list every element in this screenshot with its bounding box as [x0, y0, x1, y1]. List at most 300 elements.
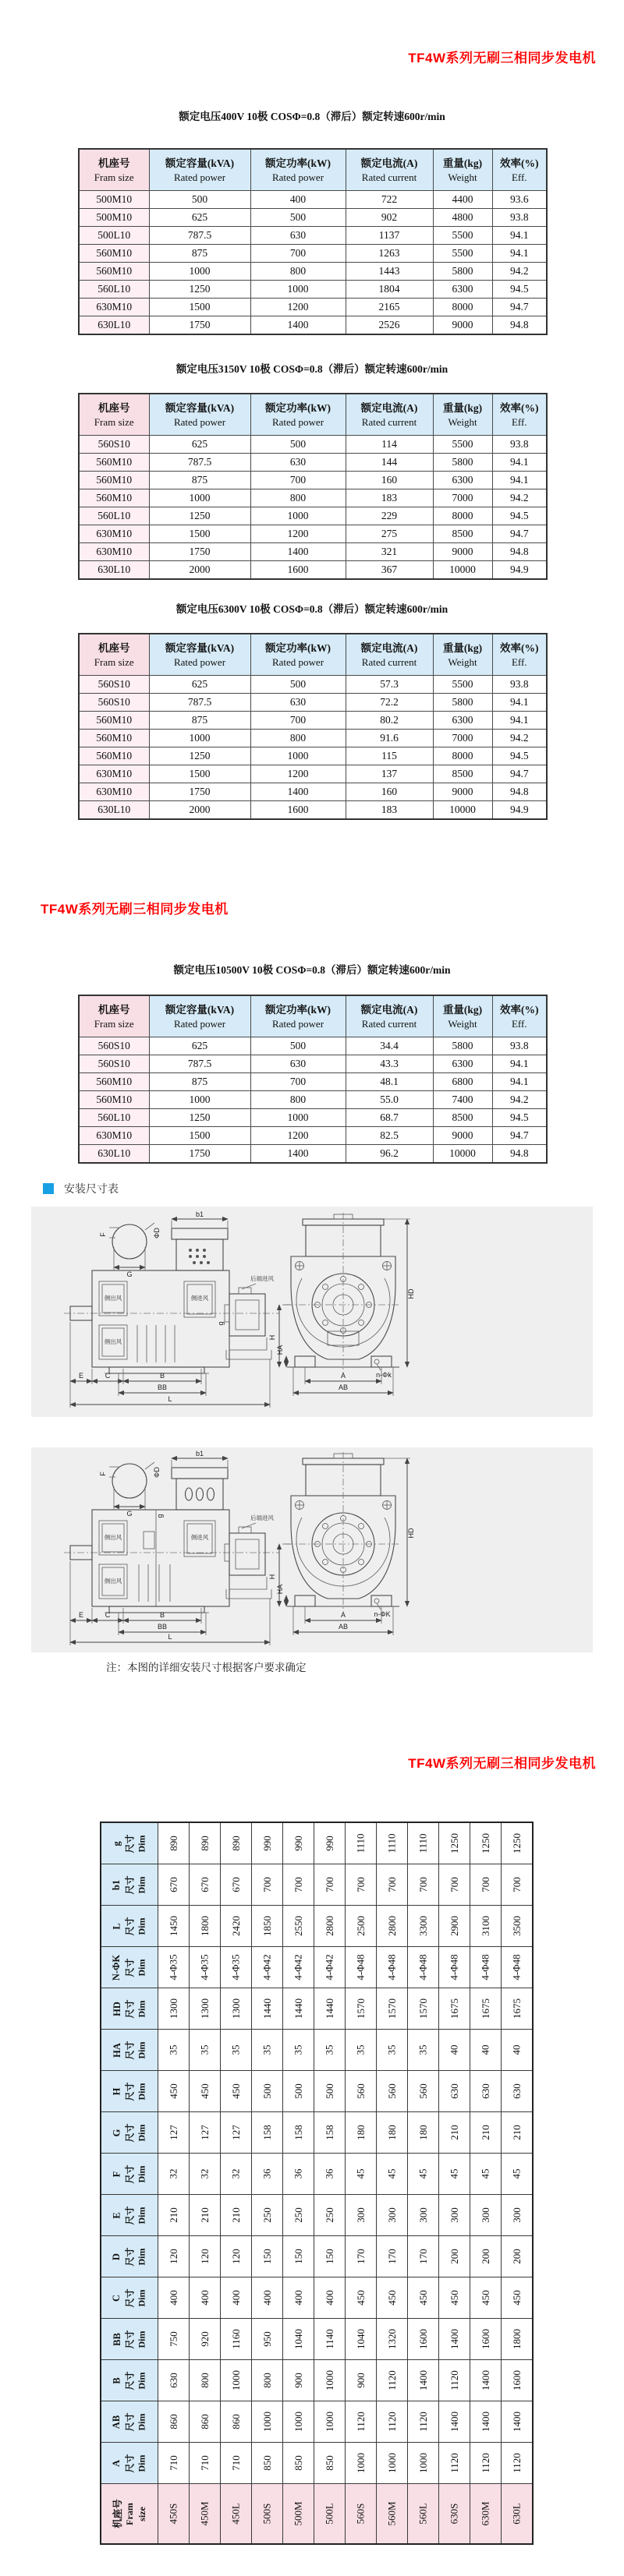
- dimension-cell: [408, 1947, 439, 1988]
- table-row: [79, 747, 547, 765]
- dimension-cell: [470, 2319, 502, 2360]
- dimension-cell: [408, 2401, 439, 2443]
- column-header-zh: 额定容量(kVA): [165, 157, 235, 170]
- table-cell: 560S10: [79, 694, 149, 712]
- rotated-text: 尺寸: [124, 2329, 136, 2349]
- table-cell: 560M10: [79, 489, 149, 507]
- table-cell: 94.9: [492, 561, 547, 580]
- column-header-zh: 机座号: [98, 157, 130, 170]
- rotated-text: 890: [198, 1836, 211, 1851]
- rotated-text: b1: [111, 1879, 122, 1890]
- table-cell: 91.6: [346, 730, 433, 747]
- table-cell: 96.2: [346, 1145, 433, 1164]
- table-cell: 1000: [250, 507, 346, 525]
- table-cell: 1137: [346, 227, 433, 245]
- dim-label-ab: AB: [338, 1623, 349, 1631]
- dimension-cell: [346, 2277, 377, 2319]
- rotated-text: 150: [261, 2249, 273, 2264]
- dimension-cell: [346, 2112, 377, 2154]
- dimension-cell: [190, 2401, 221, 2443]
- rotated-text: 1250: [448, 1833, 460, 1853]
- rotated-text: Fram: [123, 2502, 135, 2525]
- table-cell: 94.2: [492, 489, 547, 507]
- table-cell: 321: [346, 543, 433, 561]
- table-cell: 1263: [346, 245, 433, 263]
- rotated-text: L: [111, 1922, 122, 1930]
- rotated-text: 150: [323, 2249, 335, 2264]
- column-header-en: Rated power: [271, 415, 324, 428]
- dimension-cell: [221, 1906, 252, 1947]
- rotated-text: 450: [229, 2083, 242, 2099]
- dim-label-l: L: [168, 1633, 172, 1641]
- table-cell: 43.3: [346, 1055, 433, 1073]
- dim-label-n-phik: n-Φk: [376, 1371, 392, 1379]
- column-header-zh: 额定容量(kVA): [165, 1004, 235, 1016]
- page-title-bottom: TF4W系列无刷三相同步发电机: [408, 1756, 596, 1771]
- table-row: [79, 676, 547, 694]
- dimension-cell: [439, 2030, 470, 2071]
- dimension-cell: [221, 2277, 252, 2319]
- table-row: [79, 281, 547, 299]
- rotated-text: 尺寸: [124, 2246, 136, 2267]
- rotated-text: 4-Φ35: [229, 1954, 242, 1981]
- table-cell: 500M10: [79, 209, 149, 227]
- rotated-text: 1300: [198, 1998, 211, 2019]
- dimension-cell: [221, 1864, 252, 1906]
- frame-size-cell: [470, 2484, 502, 2545]
- table-cell: 1200: [250, 1127, 346, 1145]
- dim-label-phid: ΦD: [153, 1228, 161, 1239]
- table-cell: 560L10: [79, 507, 149, 525]
- column-header: [79, 995, 149, 1037]
- rotated-text: 180: [417, 2125, 429, 2140]
- column-header-zh: 机座号: [98, 1004, 130, 1016]
- dimension-cell: [221, 2112, 252, 2154]
- rotated-text: 1000: [229, 2370, 242, 2390]
- rotated-text: 450: [198, 2083, 211, 2099]
- table-cell: 68.7: [346, 1109, 433, 1127]
- table-cell: 5500: [433, 436, 492, 454]
- table-cell: 94.2: [492, 1091, 547, 1109]
- table-cell: 787.5: [149, 694, 250, 712]
- dimension-cell: [346, 1906, 377, 1947]
- rotated-text: 450M: [198, 2501, 211, 2526]
- dimension-cell: [470, 1822, 502, 1864]
- column-header: [250, 634, 346, 676]
- table-cell: 500: [149, 191, 250, 209]
- column-header: [492, 149, 547, 191]
- dimension-cell: [439, 2277, 470, 2319]
- rotated-text: 300: [417, 2207, 429, 2223]
- rotated-text: 300: [510, 2207, 523, 2223]
- table-cell: 700: [250, 712, 346, 730]
- dimension-row-header: [101, 1988, 158, 2030]
- rotated-text: 860: [198, 2414, 211, 2429]
- rotated-text: 尺寸: [124, 1998, 136, 2019]
- label-rear-air-in: 后端进风: [250, 1275, 274, 1282]
- rotated-text: 210: [167, 2207, 179, 2223]
- column-header-en: Rated power: [173, 1017, 226, 1030]
- dimension-cell: [252, 2236, 283, 2277]
- table-cell: 6300: [433, 281, 492, 299]
- header-text-column: [136, 2083, 148, 2100]
- dim-label-f: F: [99, 1472, 107, 1476]
- dimension-row-header: [101, 1947, 158, 1988]
- rotated-text: 210: [448, 2125, 460, 2140]
- dimension-cell: [439, 2112, 470, 2154]
- table-cell: 9000: [433, 543, 492, 561]
- dimension-cell: [502, 2277, 534, 2319]
- column-header-en: Rated power: [271, 171, 324, 183]
- rotated-text: 990: [292, 1836, 304, 1851]
- column-header: [346, 634, 433, 676]
- rotated-text: 1600: [417, 2329, 429, 2349]
- rotated-text: 1400: [479, 2370, 491, 2390]
- frame-size-cell: [346, 2484, 377, 2545]
- dim-label-c: C: [105, 1372, 111, 1380]
- table-row: [79, 1037, 547, 1055]
- rotated-text: AB: [111, 2415, 122, 2429]
- column-header-en: Fram size: [94, 1017, 134, 1030]
- table-cell: 1500: [149, 1127, 250, 1145]
- label-side-air-out-lower: 侧出风: [104, 1338, 122, 1345]
- table-cell: 94.5: [492, 507, 547, 525]
- rotated-text: 560L: [417, 2503, 429, 2525]
- header-text-column: [111, 2210, 123, 2221]
- rotated-text: 3100: [479, 1916, 491, 1936]
- table-cell: 902: [346, 209, 433, 227]
- header-text-column: [123, 2502, 136, 2525]
- rotated-text: 630M: [479, 2501, 491, 2526]
- dimension-cell: [283, 1906, 314, 1947]
- header-text-column: [123, 1957, 136, 1977]
- dimension-row: [101, 2360, 533, 2401]
- dimension-cell: [377, 2112, 408, 2154]
- dimension-cell: [252, 2401, 283, 2443]
- dimension-cell: [190, 2112, 221, 2154]
- header-text-column: [136, 2000, 148, 2017]
- rotated-text: 3500: [510, 1916, 523, 1936]
- dimension-cell: [158, 2071, 190, 2112]
- table-cell: 1000: [149, 263, 250, 281]
- dimension-cell: [502, 2236, 534, 2277]
- column-header-zh: 额定功率(kW): [265, 642, 331, 655]
- dimension-cell: [408, 2112, 439, 2154]
- table-cell: 1400: [250, 783, 346, 801]
- table-cell: 560M10: [79, 472, 149, 489]
- table-cell: 500: [250, 676, 346, 694]
- subtitle-3150v: 额定电压3150V 10极 COSΦ=0.8（滞后）额定转速600r/min: [176, 363, 448, 375]
- rotated-text: 630: [479, 2083, 491, 2099]
- rotated-text: 45: [385, 2168, 398, 2179]
- rotated-text: 450: [354, 2290, 367, 2306]
- table-cell: 1000: [149, 730, 250, 747]
- rotated-text: Dim: [136, 2413, 147, 2430]
- rating-table-400v: [78, 148, 548, 335]
- rotated-text: 158: [292, 2125, 304, 2140]
- dimension-cell: [439, 2319, 470, 2360]
- frame-size-header: [101, 2484, 158, 2545]
- dimension-cell: [158, 2030, 190, 2071]
- table-row: [79, 209, 547, 227]
- table-cell: 93.8: [492, 209, 547, 227]
- column-header-zh: 重量(kg): [442, 402, 483, 415]
- dimension-row: [101, 2236, 533, 2277]
- table-row: [79, 299, 547, 316]
- rotated-text: 120: [229, 2249, 242, 2264]
- rotated-text: 990: [261, 1836, 273, 1851]
- rotated-text: Dim: [136, 1917, 147, 1935]
- table-cell: 94.7: [492, 525, 547, 543]
- table-row: [79, 316, 547, 335]
- header-text-column: [111, 1838, 123, 1850]
- table-row: [79, 1073, 547, 1091]
- table-cell: 1200: [250, 765, 346, 783]
- dimension-cell: [439, 2443, 470, 2484]
- dimension-cell: [408, 2319, 439, 2360]
- rotated-text: 920: [198, 2331, 211, 2347]
- rotated-text: 450: [385, 2290, 398, 2306]
- header-text-column: [123, 2164, 136, 2184]
- table-cell: 94.8: [492, 543, 547, 561]
- table-cell: 1200: [250, 299, 346, 316]
- rotated-text: 120: [167, 2249, 179, 2264]
- rotated-text: 450S: [167, 2503, 179, 2525]
- dimension-cell: [502, 2319, 534, 2360]
- column-header-zh: 额定功率(kW): [265, 157, 331, 170]
- dimension-cell: [190, 1988, 221, 2030]
- table-cell: 500: [250, 1037, 346, 1055]
- table-cell: 625: [149, 676, 250, 694]
- header-text-column: [136, 2165, 148, 2182]
- dimension-cell: [283, 1947, 314, 1988]
- table-cell: 1250: [149, 507, 250, 525]
- table-cell: 700: [250, 245, 346, 263]
- rotated-text: 1040: [292, 2329, 304, 2349]
- installation-drawing-2: [31, 1447, 593, 1652]
- table-cell: 275: [346, 525, 433, 543]
- rotated-text: E: [111, 2211, 122, 2219]
- subtitle-400v: 额定电压400V 10极 COSΦ=0.8（滞后）额定转速600r/min: [179, 111, 445, 122]
- table-cell: 10000: [433, 1145, 492, 1164]
- dim-label-f: F: [99, 1232, 107, 1237]
- table-cell: 5800: [433, 454, 492, 472]
- dimension-cell: [314, 2401, 346, 2443]
- dim-label-h: H: [268, 1574, 276, 1580]
- table-cell: 560S10: [79, 1055, 149, 1073]
- rotated-text: 210: [510, 2125, 523, 2140]
- table-cell: 93.8: [492, 676, 547, 694]
- table-cell: 5500: [433, 227, 492, 245]
- dimension-row: [101, 2030, 533, 2071]
- rotated-text: 45: [417, 2168, 429, 2179]
- column-header: [346, 149, 433, 191]
- rotated-text: 700: [292, 1877, 304, 1892]
- table-cell: 1750: [149, 543, 250, 561]
- table-cell: 94.2: [492, 730, 547, 747]
- table-cell: 8500: [433, 765, 492, 783]
- table-cell: 700: [250, 472, 346, 489]
- table-cell: 875: [149, 245, 250, 263]
- dimension-cell: [439, 1947, 470, 1988]
- table-cell: 1000: [250, 1109, 346, 1127]
- column-header: [149, 634, 250, 676]
- rotated-text: 尺寸: [124, 2122, 136, 2143]
- dimension-cell: [158, 2277, 190, 2319]
- rotated-text: 尺寸: [124, 2205, 136, 2225]
- rotated-text: 1110: [417, 1833, 429, 1853]
- table-cell: 1250: [149, 1109, 250, 1127]
- section-label: 安装尺寸表: [64, 1182, 119, 1195]
- dimension-cell: [408, 1822, 439, 1864]
- dimension-cell: [439, 2360, 470, 2401]
- rotated-text: 250: [323, 2207, 335, 2223]
- table-cell: 94.5: [492, 747, 547, 765]
- header-text-column: [123, 1998, 136, 2019]
- table-cell: 560M10: [79, 245, 149, 263]
- table-cell: 5800: [433, 1037, 492, 1055]
- section-bullet-icon: [43, 1183, 54, 1194]
- dimension-cell: [346, 1947, 377, 1988]
- dimension-row: [101, 1864, 533, 1906]
- rotated-text: 670: [198, 1877, 211, 1892]
- table-cell: 10000: [433, 801, 492, 820]
- table-cell: 560S10: [79, 1037, 149, 1055]
- rotated-text: 400: [323, 2290, 335, 2306]
- rotated-text: 尺寸: [124, 1875, 136, 1895]
- rotated-text: 180: [354, 2125, 367, 2140]
- rotated-text: 700: [261, 1877, 273, 1892]
- rotated-text: Dim: [136, 2041, 147, 2058]
- rotated-text: 560M: [385, 2501, 398, 2526]
- table-cell: 875: [149, 712, 250, 730]
- header-text-column: [111, 2168, 123, 2180]
- rotated-text: 450: [417, 2290, 429, 2306]
- dimension-cell: [221, 2360, 252, 2401]
- dim-label-n-phik: n-ΦK: [374, 1610, 391, 1618]
- dimension-row: [101, 2154, 533, 2195]
- table-cell: 1750: [149, 1145, 250, 1164]
- frame-size-cell: [221, 2484, 252, 2545]
- rotated-text: 40: [448, 2044, 460, 2055]
- dimension-cell: [439, 1906, 470, 1947]
- header-text-column: [123, 1833, 136, 1853]
- dim-label-bb: BB: [157, 1383, 168, 1391]
- dimension-cell: [252, 2030, 283, 2071]
- table-cell: 560L10: [79, 1109, 149, 1127]
- column-header-zh: 重量(kg): [442, 157, 483, 170]
- dimension-cell: [190, 2071, 221, 2112]
- rating-table-3150v: [78, 393, 548, 580]
- dimension-cell: [502, 2401, 534, 2443]
- dimension-cell: [408, 1864, 439, 1906]
- installation-drawing-panel-1: [31, 1207, 593, 1417]
- table-cell: 787.5: [149, 1055, 250, 1073]
- header-text-column: [136, 2207, 148, 2224]
- dimension-cell: [502, 2071, 534, 2112]
- rotated-text: 700: [417, 1877, 429, 1892]
- dim-label-g-keyway: G: [126, 1510, 133, 1518]
- rotated-text: A: [111, 2459, 122, 2467]
- column-header-zh: 额定功率(kW): [265, 402, 331, 415]
- rotated-text: 尺寸: [124, 2164, 136, 2184]
- dimension-cell: [314, 1822, 346, 1864]
- table-cell: 5500: [433, 245, 492, 263]
- rotated-text: 35: [167, 2044, 179, 2055]
- dimension-cell: [470, 2360, 502, 2401]
- frame-size-cell: [158, 2484, 190, 2545]
- dimension-row: [101, 2112, 533, 2154]
- dimension-cell: [377, 2401, 408, 2443]
- table-cell: 630M10: [79, 525, 149, 543]
- table-cell: 1600: [250, 561, 346, 580]
- dimension-cell: [377, 1822, 408, 1864]
- rotated-text: 1600: [510, 2370, 523, 2390]
- dimension-row: [101, 1822, 533, 1864]
- table-cell: 800: [250, 263, 346, 281]
- rotated-text: 750: [167, 2331, 179, 2347]
- column-header-en: Weight: [448, 415, 477, 428]
- rotated-text: 170: [385, 2249, 398, 2264]
- rotated-text: 200: [510, 2249, 523, 2264]
- table-cell: 94.9: [492, 801, 547, 820]
- rotated-text: 36: [292, 2168, 304, 2179]
- table-row: [79, 472, 547, 489]
- rotated-text: 1000: [354, 2453, 367, 2473]
- table-cell: 1250: [149, 747, 250, 765]
- drawing-note: 注：本图的详细安装尺寸根据客户要求确定: [106, 1662, 307, 1673]
- rotated-text: 300: [385, 2207, 398, 2223]
- column-header-zh: 重量(kg): [442, 1004, 483, 1016]
- dim-label-ha: HA: [276, 1345, 284, 1355]
- table-row: [79, 1109, 547, 1127]
- table-cell: 94.7: [492, 765, 547, 783]
- dimension-cell: [158, 2154, 190, 2195]
- rotated-text: 35: [198, 2044, 211, 2055]
- dimension-cell: [408, 1988, 439, 2030]
- header-text-column: [111, 1879, 123, 1891]
- frame-size-cell: [314, 2484, 346, 2545]
- rotated-text: 2900: [448, 1916, 460, 1936]
- rotated-text: 4-Φ42: [323, 1954, 335, 1981]
- table-cell: 5800: [433, 263, 492, 281]
- rotated-text: 32: [198, 2168, 211, 2179]
- header-text-column: [136, 1876, 148, 1893]
- dimension-cell: [314, 2443, 346, 2484]
- dimension-cell: [470, 2112, 502, 2154]
- dimension-cell: [252, 2112, 283, 2154]
- column-header: [346, 394, 433, 436]
- table-cell: 1400: [250, 543, 346, 561]
- column-header: [149, 995, 250, 1037]
- page-title-mid: TF4W系列无刷三相同步发电机: [41, 902, 229, 917]
- rotated-text: 990: [323, 1836, 335, 1851]
- rotated-text: 950: [261, 2331, 273, 2347]
- dimension-cell: [190, 1864, 221, 1906]
- header-text-column: [111, 2499, 124, 2528]
- rotated-text: HD: [111, 2001, 122, 2016]
- dimension-cell: [252, 2360, 283, 2401]
- rotated-text: 35: [323, 2044, 335, 2055]
- dim-label-l: L: [168, 1395, 172, 1403]
- dimension-cell: [314, 2236, 346, 2277]
- header-text-column: [136, 2041, 148, 2058]
- dimension-cell: [314, 2071, 346, 2112]
- dimension-cell: [314, 2112, 346, 2154]
- header-text-column: [136, 2289, 148, 2306]
- rotated-text: 35: [292, 2044, 304, 2055]
- rotated-text: 1570: [417, 1998, 429, 2019]
